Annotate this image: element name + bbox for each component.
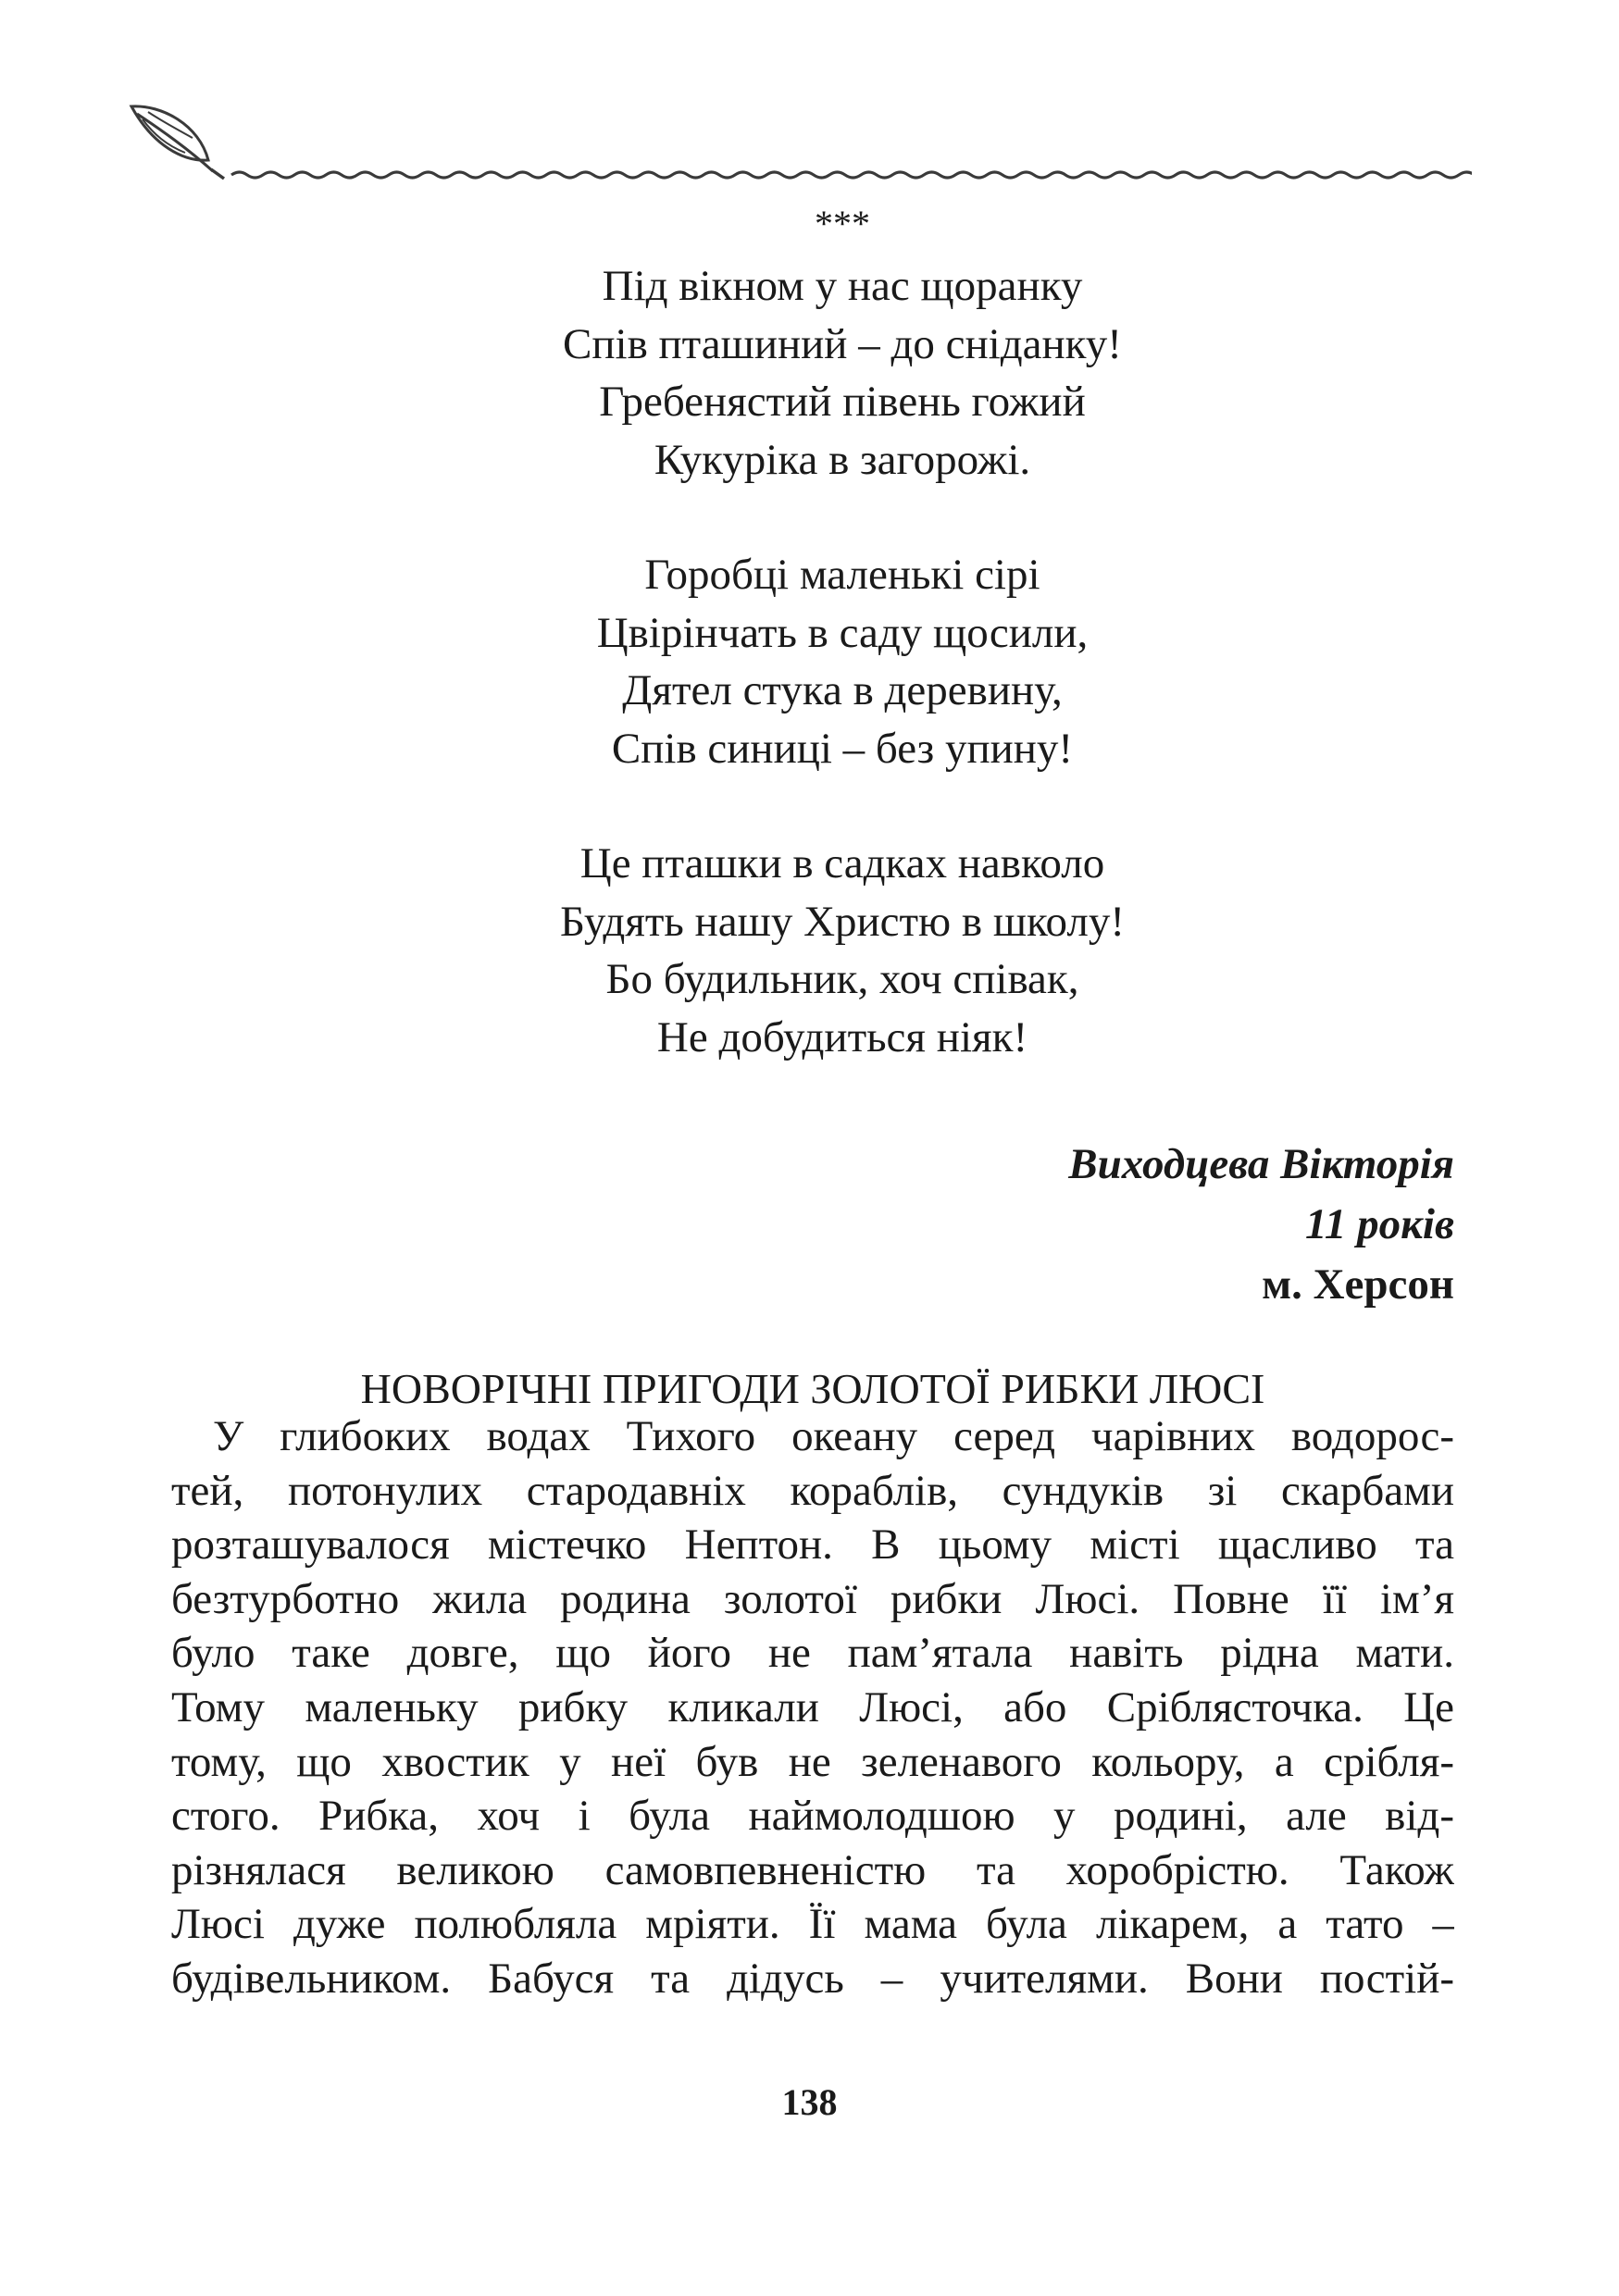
poem-line: Спів синиці – без упину! [611, 724, 1074, 773]
poem-stanza [0, 257, 1619, 489]
author-name: Виходцева Вікторія [1068, 1140, 1454, 1188]
story-line: Люсі дуже полюбляла мріяти. Її мама була лікарем, а тато – [171, 1900, 1454, 1949]
story-line: У глибоких водах Тихого океану серед чарівних водорос- [213, 1412, 1454, 1460]
story-title: НОВОРІЧНІ ПРИГОДИ ЗОЛОТОЇ РИБКИ ЛЮСІ [360, 1365, 1265, 1412]
wavy-divider [231, 172, 1472, 178]
poem-line: Бо будильник, хоч співак, [605, 955, 1079, 1003]
poem-marker: *** [815, 203, 870, 244]
author-city: м. Херсон [1262, 1260, 1454, 1309]
poem-stanza [0, 546, 1619, 777]
story-line: Тому маленьку рибку кликали Люсі, або Сріблясточка. Це [171, 1682, 1454, 1731]
header-ornament [111, 97, 1472, 199]
story-line: безтурботно жила родина золотої рибки Люсі. Повне її ім’я [171, 1574, 1454, 1623]
poem-line: Не добудиться ніяк! [656, 1012, 1028, 1061]
poem-line: Спів пташиний – до сніданку! [563, 319, 1122, 368]
story-line: тей, потонулих стародавніх кораблів, сундуків зі скарбами [171, 1466, 1454, 1515]
poem-line: Горобці маленькі сірі [644, 551, 1040, 599]
poem-line: Кукуріка в загорожі. [654, 435, 1031, 484]
poem-line: Гребенястий півень гожий [599, 378, 1086, 426]
poem-stanza [0, 835, 1619, 1066]
author-age: 11 років [1304, 1200, 1454, 1248]
feather-quill-icon [131, 106, 224, 179]
story-line: розташувалося містечко Нептон. В цьому місті щасливо та [171, 1520, 1454, 1570]
poem-line: Це пташки в садках навколо [579, 839, 1105, 887]
poem-line: Під вікном у нас щоранку [602, 262, 1083, 310]
story-line: будівельником. Бабуся та дідусь – учителями. Вони постій- [171, 1954, 1454, 2003]
story-line: тому, що хвостик у неї був не зеленавого кольору, а срібля- [171, 1737, 1454, 1786]
poem-line: Цвірінчать в саду щосили, [596, 608, 1089, 657]
page-number: 138 [781, 2081, 838, 2123]
story-line: стого. Рибка, хоч і була наймолодшою у родині, але від- [171, 1792, 1454, 1841]
poem-line: Будять нашу Христю в школу! [560, 897, 1125, 946]
poem [0, 257, 1619, 1066]
story-body [171, 1409, 1454, 2006]
story-line: було таке довге, що його не пам’ятала навіть рідна мати. [171, 1629, 1454, 1678]
author-signature [1068, 1135, 1454, 1315]
story-line: різнялася великою самовпевненістю та хоробрістю. Також [171, 1845, 1454, 1894]
poem-line: Дятел стука в деревину, [622, 666, 1063, 714]
